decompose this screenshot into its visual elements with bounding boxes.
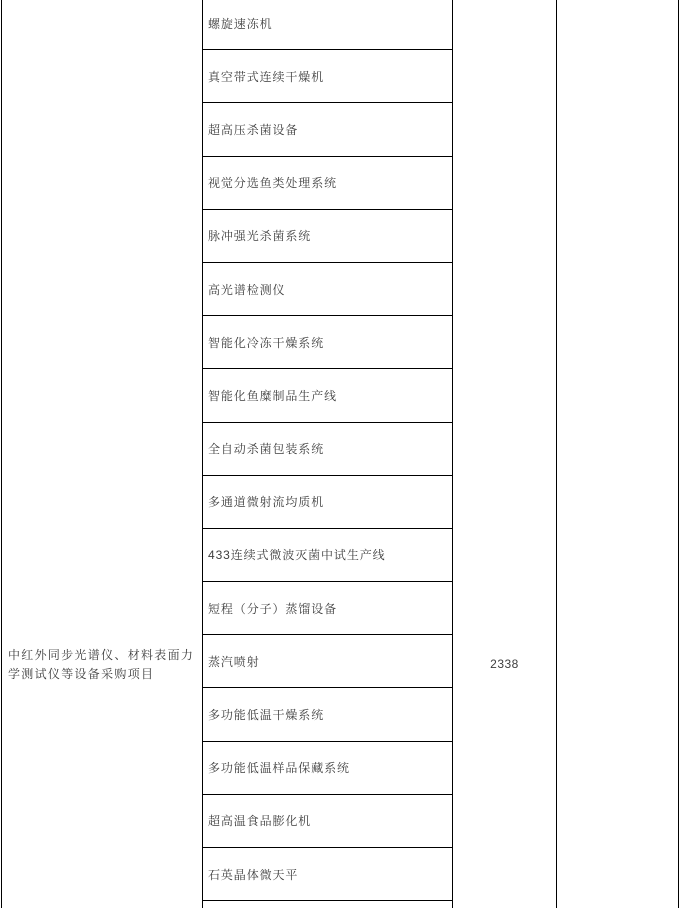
equipment-name: 智能化鱼糜制品生产线 — [208, 388, 338, 403]
equipment-name: 全自动杀菌包装系统 — [208, 442, 325, 457]
table-row — [203, 582, 452, 635]
table-row — [203, 529, 452, 582]
table-row — [203, 423, 452, 476]
table-left-border — [1, 0, 2, 908]
table-right-border — [678, 0, 679, 908]
equipment-name: 多功能低温样品保藏系统 — [208, 761, 350, 776]
equipment-name: 蒸汽喷射 — [208, 654, 260, 669]
table-row — [203, 103, 452, 156]
budget-amount-cell: 2338 — [490, 657, 519, 671]
table-row — [203, 316, 452, 369]
equipment-name: 超高温食品膨化机 — [208, 814, 312, 829]
table-row — [203, 742, 452, 795]
equipment-name: 真空带式连续干燥机 — [208, 69, 325, 84]
equipment-name: 多功能低温干燥系统 — [208, 708, 325, 723]
column-divider-equipment-amount — [452, 0, 453, 908]
equipment-name: 多通道微射流均质机 — [208, 495, 325, 510]
table-row — [203, 795, 452, 848]
equipment-name: 视觉分选鱼类处理系统 — [208, 176, 338, 191]
table-row — [203, 476, 452, 529]
project-name-cell: 中红外同步光谱仪、材料表面力学测试仪等设备采购项目 — [8, 648, 195, 681]
equipment-name: 智能化冷冻干燥系统 — [208, 335, 325, 350]
table-row — [203, 688, 452, 741]
table-row — [203, 901, 452, 908]
table-row — [203, 369, 452, 422]
equipment-name: 超高压杀菌设备 — [208, 122, 299, 137]
equipment-name: 高光谱检测仪 — [208, 282, 286, 297]
equipment-list-column — [203, 0, 452, 908]
table-row — [203, 848, 452, 901]
table-row — [203, 263, 452, 316]
equipment-name: 短程（分子）蒸馏设备 — [208, 601, 338, 616]
table-row — [203, 635, 452, 688]
table-row — [203, 50, 452, 103]
empty-column-cell — [557, 0, 678, 908]
equipment-name: 433连续式微波灭菌中试生产线 — [208, 548, 386, 563]
equipment-name: 脉冲强光杀菌系统 — [208, 229, 312, 244]
equipment-name: 石英晶体微天平 — [208, 867, 299, 882]
table-row — [203, 157, 452, 210]
table-row — [203, 0, 452, 50]
equipment-name: 螺旋速冻机 — [208, 16, 273, 31]
table-row — [203, 210, 452, 263]
